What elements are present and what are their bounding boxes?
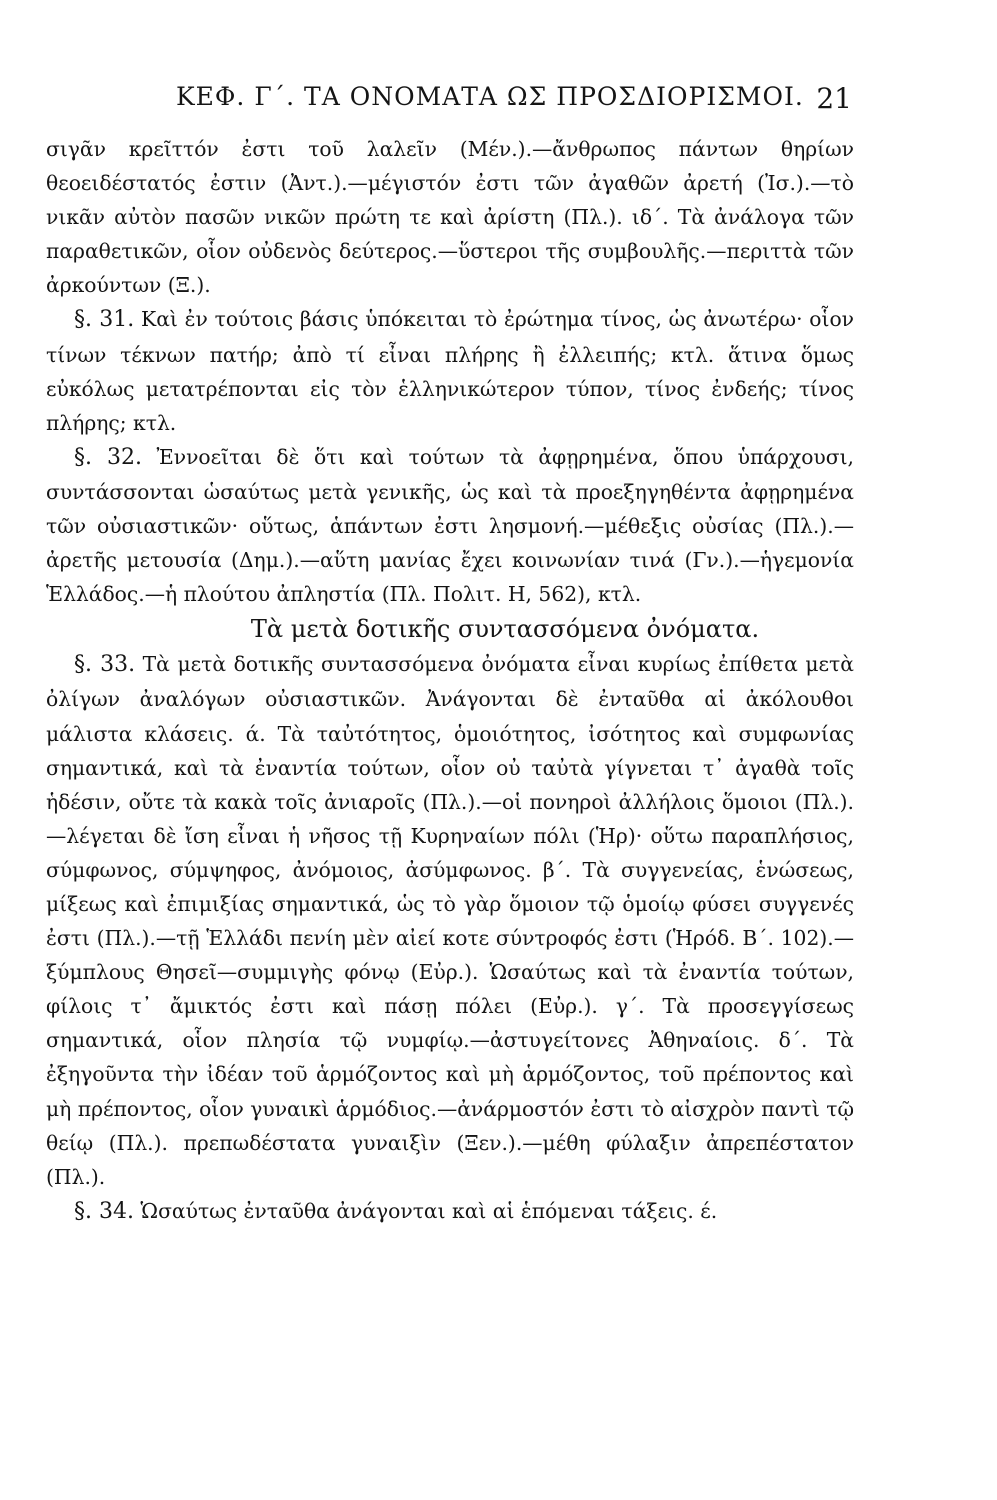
section-mark: §. 33. <box>74 652 136 678</box>
section-32 <box>46 440 854 611</box>
paragraph-text: Καὶ ἐν τούτοις βάσις ὑπόκειται τὸ ἐρώτημα τίνος, ὡς ἀνωτέρω· οἷον τίνων τέκνων πατήρ; ἀπὸ τί εἶναι πλήρης ἢ ἐλλειπής; κτλ. ἅτινα ὅμως εὐκόλως μετατρέπονται εἰς τὸν ἑλληνικώτερον τύπον, τίνος ἐνδεής; τίνος πλήρης; κτλ. <box>46 307 854 435</box>
paragraph-text: Ἐννοεῖται δὲ ὅτι καὶ τούτων τὰ ἀφῃρημένα, ὅπου ὑπάρχουσι, συντάσσονται ὡσαύτως μετὰ γενικῆς, ὡς καὶ τὰ προεξηγηθέντα ἀφῃρημένα τῶν οὐσιαστικῶν· οὕτως, ἁπάντων ἐστι λησμονή.—μέθεξις οὐσίας (Πλ.).—ἀρετῆς μετουσία (Δημ.).—αὕτη μανίας ἔχει κοινωνίαν τινά (Γν.).—ἡγεμονία Ἑλλάδος.—ἡ πλούτου ἀπληστία (Πλ. Πολιτ. Η, 562), κτλ. <box>46 444 854 607</box>
section-31 <box>46 302 854 439</box>
page-number: 21 <box>816 82 852 115</box>
section-mark: §. 31. <box>74 307 135 333</box>
book-page <box>46 60 854 1480</box>
section-33 <box>46 647 854 1194</box>
section-34 <box>46 1194 854 1229</box>
section-mark: §. 32. <box>74 444 142 470</box>
paragraph-text: Ὡσαύτως ἐνταῦθα ἀνάγονται καὶ αἱ ἑπόμεναι τάξεις. έ. <box>133 1198 718 1223</box>
paragraph-text: Τὰ μετὰ δοτικῆς συντασσόμενα ὀνόματα εἶναι κυρίως ἐπίθετα μετὰ ὀλίγων ἀναλόγων οὐσιαστικῶν. Ἀνάγονται δὲ ἐνταῦθα αἱ ἀκόλουθοι μάλιστα κλάσεις. ά. Τὰ ταὐτότητος, ὁμοιότητος, ἰσότητος καὶ συμφωνίας σημαντικά, καὶ τὰ ἐναντία τούτων, οἷον οὐ ταὐτὰ γίγνεται τ᾽ ἀγαθὰ τοῖς ἡδέσιν, οὔτε τὰ κακὰ τοῖς ἀνιαροῖς (Πλ.).—οἱ πονηροὶ ἀλλήλοις ὅμοιοι (Πλ.).—λέγεται δὲ ἴση εἶναι ἡ νῆσος τῇ Κυρηναίων πόλι (Ἡρ)· οὕτω παραπλήσιος, σύμφωνος, σύμψηφος, ἀνόμοιος, ἀσύμφωνος. β΄. Τὰ συγγενείας, ἑνώσεως, μίξεως καὶ ἐπιμιξίας σημαντικά, ὡς τὸ γὰρ ὅμοιον τῷ ὁμοίῳ φύσει συγγενές ἐστι (Πλ.).—τῇ Ἑλλάδι πενίη μὲν αἰεί κοτε σύντροφός ἐστι (Ἡρόδ. Β΄. 102).—ξύμπλους Θησεῖ—συμμιγὴς φόνῳ (Εὐρ.). Ὡσαύτως καὶ τὰ ἐναντία τούτων, φίλοις τ᾽ ἄμικτός ἐστι καὶ πάσῃ πόλει (Εὐρ.). γ΄. Τὰ προσεγγίσεως σημαντικά, οἷον πλησία τῷ νυμφίῳ.—ἀστυγείτονες Ἀθηναίοις. δ΄. Τὰ ἐξηγοῦντα τὴν ἰδέαν τοῦ ἁρμόζοντος καὶ μὴ ἁρμόζοντος, τοῦ πρέποντος καὶ μὴ πρέποντος, οἷον γυναικὶ ἁρμόδιος.—ἀνάρμοστόν ἐστι τὸ αἰσχρὸν παντὶ τῷ θείῳ (Πλ.). πρεπωδέστατα γυναιξὶν (Ξεν.).—μέθη φύλαξιν ἀπρεπέστατον (Πλ.). <box>46 652 854 1189</box>
chapter-title: ΚΕΦ. Γ΄. ΤΑ ΟΝΟΜΑΤΑ ΩΣ ΠΡΟΣΔΙΟΡΙΣΜΟΙ. <box>176 82 804 111</box>
section-heading: Τὰ μετὰ δοτικῆς συντασσόμενα ὀνόματα. <box>250 615 760 644</box>
running-head <box>46 60 854 132</box>
section-mark: §. 34. <box>74 1198 134 1224</box>
body-text <box>46 132 854 1229</box>
paragraph-continued <box>46 132 854 302</box>
paragraph-text: σιγᾶν κρεῖττόν ἐστι τοῦ λαλεῖν (Μέν.).—ἄνθρωπος πάντων θηρίων θεοειδέστατός ἐστιν (Ἀντ.).—μέγιστόν ἐστι τῶν ἀγαθῶν ἀρετή (Ἰσ.).—τὸ νικᾶν αὐτὸν πασῶν νικῶν πρώτη τε καὶ ἀρίστη (Πλ.). ιδ΄. Τὰ ἀνάλογα τῶν παραθετικῶν, οἷον οὐδενὸς δεύτερος.—ὕστεροι τῆς συμβουλῆς.—περιττὰ τῶν ἀρκούντων (Ξ.). <box>46 137 854 298</box>
